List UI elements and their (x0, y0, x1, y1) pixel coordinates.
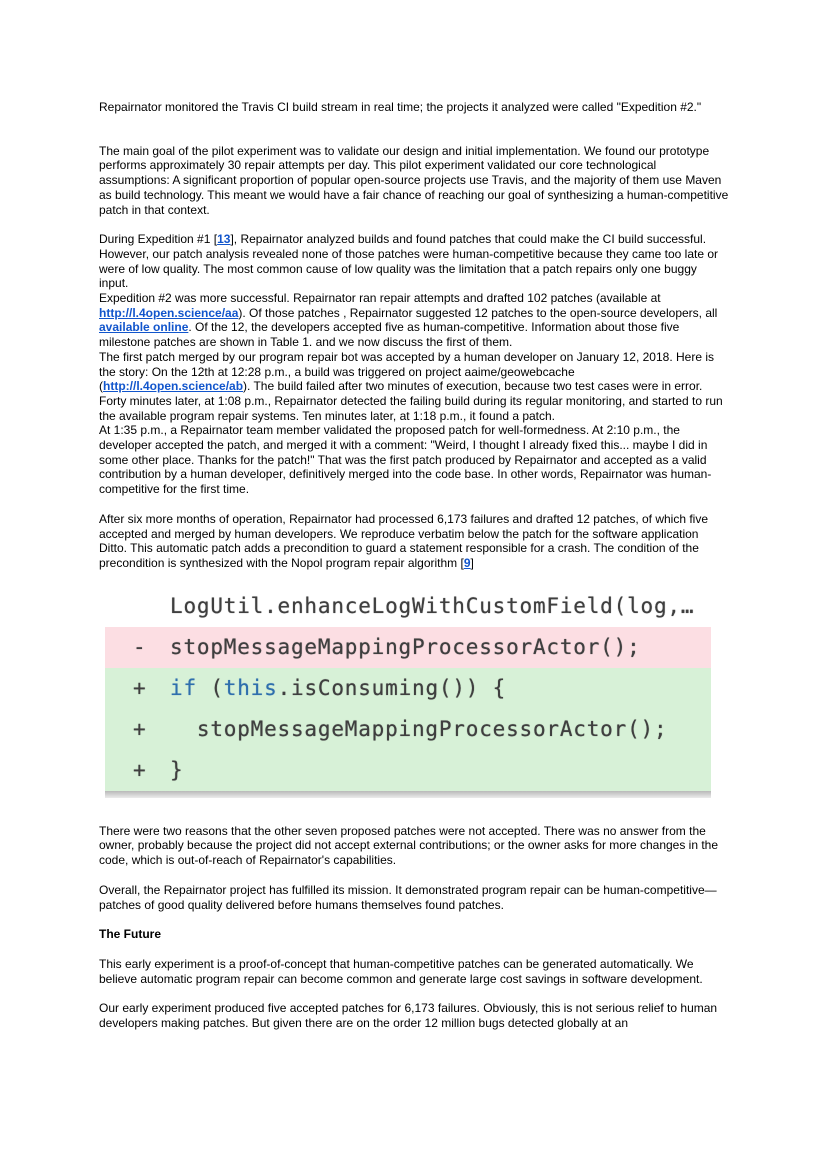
mission-paragraph (99, 883, 729, 912)
text-run: After six more months of operation, Repairnator had processed 6,173 failures and drafted 12 patches, of which five accepted and merged by human developers. We reproduce verbatim below the patch for the software application Ditto. This automatic patch adds a precondition to guard a statement responsible for a crash. The condition of the precondition is synthesized with the Nopol program repair algorithm [ (99, 511, 709, 570)
text-run: The first patch merged by our program repair bot was accepted by a human developer on January 12, 2018. Here is the story: On the 12th at 12:28 p.m., a build was triggered on project aaime/geowebcache ( (99, 349, 715, 394)
diff-marker: + (133, 757, 147, 782)
closing-paragraph (99, 1001, 729, 1030)
diff-marker: - (133, 634, 147, 659)
pilot-goal-paragraph (99, 144, 729, 218)
document-body (99, 100, 729, 1046)
diff-line-added (105, 709, 711, 750)
text-run: Expedition #2 was more successful. Repairnator ran repair attempts and drafted 102 patches (available at (99, 291, 661, 306)
diff-code-text: if (this.isConsuming()) { (170, 675, 507, 700)
diff-line-context (105, 586, 711, 627)
geowebcache-link[interactable]: http://l.4open.science/ab (103, 379, 244, 394)
text-run: ], Repairnator analyzed builds and found patches that could make the CI build successful. However, our patch analysis revealed none of those patches were human-competitive because they came too late or were of low quality. The most common cause of low quality was the limitation that a patch repairs only one buggy input. (99, 232, 719, 291)
text-run: Our early experiment produced five accepted patches for 6,173 failures. Obviously, this is not serious relief to human developers making patches. But given there are on the order 12 million bugs detected globally at an (99, 1001, 718, 1031)
text-run: ). Of those patches , Repairnator suggested 12 patches to the open-source developers, all (238, 305, 718, 320)
available-online-link[interactable]: available online (99, 320, 189, 335)
text-run: ] (470, 555, 474, 570)
text-run: ). The build failed after two minutes of execution, because two test cases were in error. Forty minutes later, at 1:08 p.m., Repairnator detected the failing build during its regular monitoring, and started to run the available program repair systems. Ten minutes later, at 1:18 p.m., it found a patch. (99, 379, 723, 423)
citation-9-link[interactable]: 9 (463, 555, 471, 570)
expeditions-paragraph (99, 232, 729, 497)
text-run: The main goal of the pilot experiment was to validate our design and initial implementation. We found our prototype performs approximately 30 repair attempts per day. This pilot experiment validated our core technological assumptions: A significant proportion of popular open-source projects use Travis, and the majority of them use Maven as build technology. This meant we would have a fair chance of reaching our goal of synthesizing a human-competitive patch in that context. (99, 143, 729, 217)
diff-line-removed (105, 627, 711, 668)
diff-code-text: LogUtil.enhanceLogWithCustomField(log,… (170, 593, 695, 618)
rejection-reasons-paragraph (99, 824, 729, 868)
text-run: This early experiment is a proof-of-concept that human-competitive patches can be generated automatically. We believe automatic program repair can become common and generate large cost savings in software development. (99, 956, 703, 986)
ditto-patch-paragraph (99, 512, 729, 571)
citation-13-link[interactable]: 13 (217, 232, 231, 247)
diff-code-text: stopMessageMappingProcessorActor(); (170, 634, 641, 659)
text-run: . Of the 12, the developers accepted five as human-competitive. Information about those five milestone patches are shown in Table 1. and we now discuss the first of them. (99, 320, 680, 350)
text-run: Overall, the Repairnator project has fulfilled its mission. It demonstrated program repair can be human-competitive—patches of good quality delivered before humans themselves found patches. (99, 882, 717, 912)
diff-line-added (105, 668, 711, 709)
future-heading (99, 927, 729, 942)
text-run: The Future (99, 927, 161, 942)
proof-of-concept-paragraph (99, 957, 729, 986)
text-run: Repairnator monitored the Travis CI build stream in real time; the projects it analyzed were called "Expedition #2." (99, 100, 702, 114)
text-run: At 1:35 p.m., a Repairnator team member validated the proposed patch for well-formedness. At 2:10 p.m., the developer accepted the patch, and merged it with a comment: "Weird, I thought I already fixed this... maybe I did in some other place. Thanks for the patch!" That was the first patch produced by Repairnator and accepted as a valid contribution by a human developer, definitively merged into the code base. In other words, Repairnator was human-competitive for the first time. (99, 423, 712, 497)
diff-code-text: stopMessageMappingProcessorActor(); (170, 716, 668, 741)
diff-marker: + (133, 675, 147, 700)
ditto-patch-diff (105, 586, 711, 798)
diff-code-text: } (170, 757, 184, 782)
text-run: There were two reasons that the other seven proposed patches were not accepted. There was no answer from the owner, probably because the project did not accept external contributions; or the owner asks for more changes in the code, which is out-of-reach of Repairnator's capabilities. (99, 823, 719, 868)
text-run: During Expedition #1 [ (99, 232, 218, 247)
diff-line-added (105, 750, 711, 791)
intro-paragraph (99, 100, 729, 115)
diff-marker: + (133, 716, 147, 741)
code-screenshot-shadow (105, 791, 711, 798)
patches-available-link[interactable]: http://l.4open.science/aa (99, 305, 239, 320)
